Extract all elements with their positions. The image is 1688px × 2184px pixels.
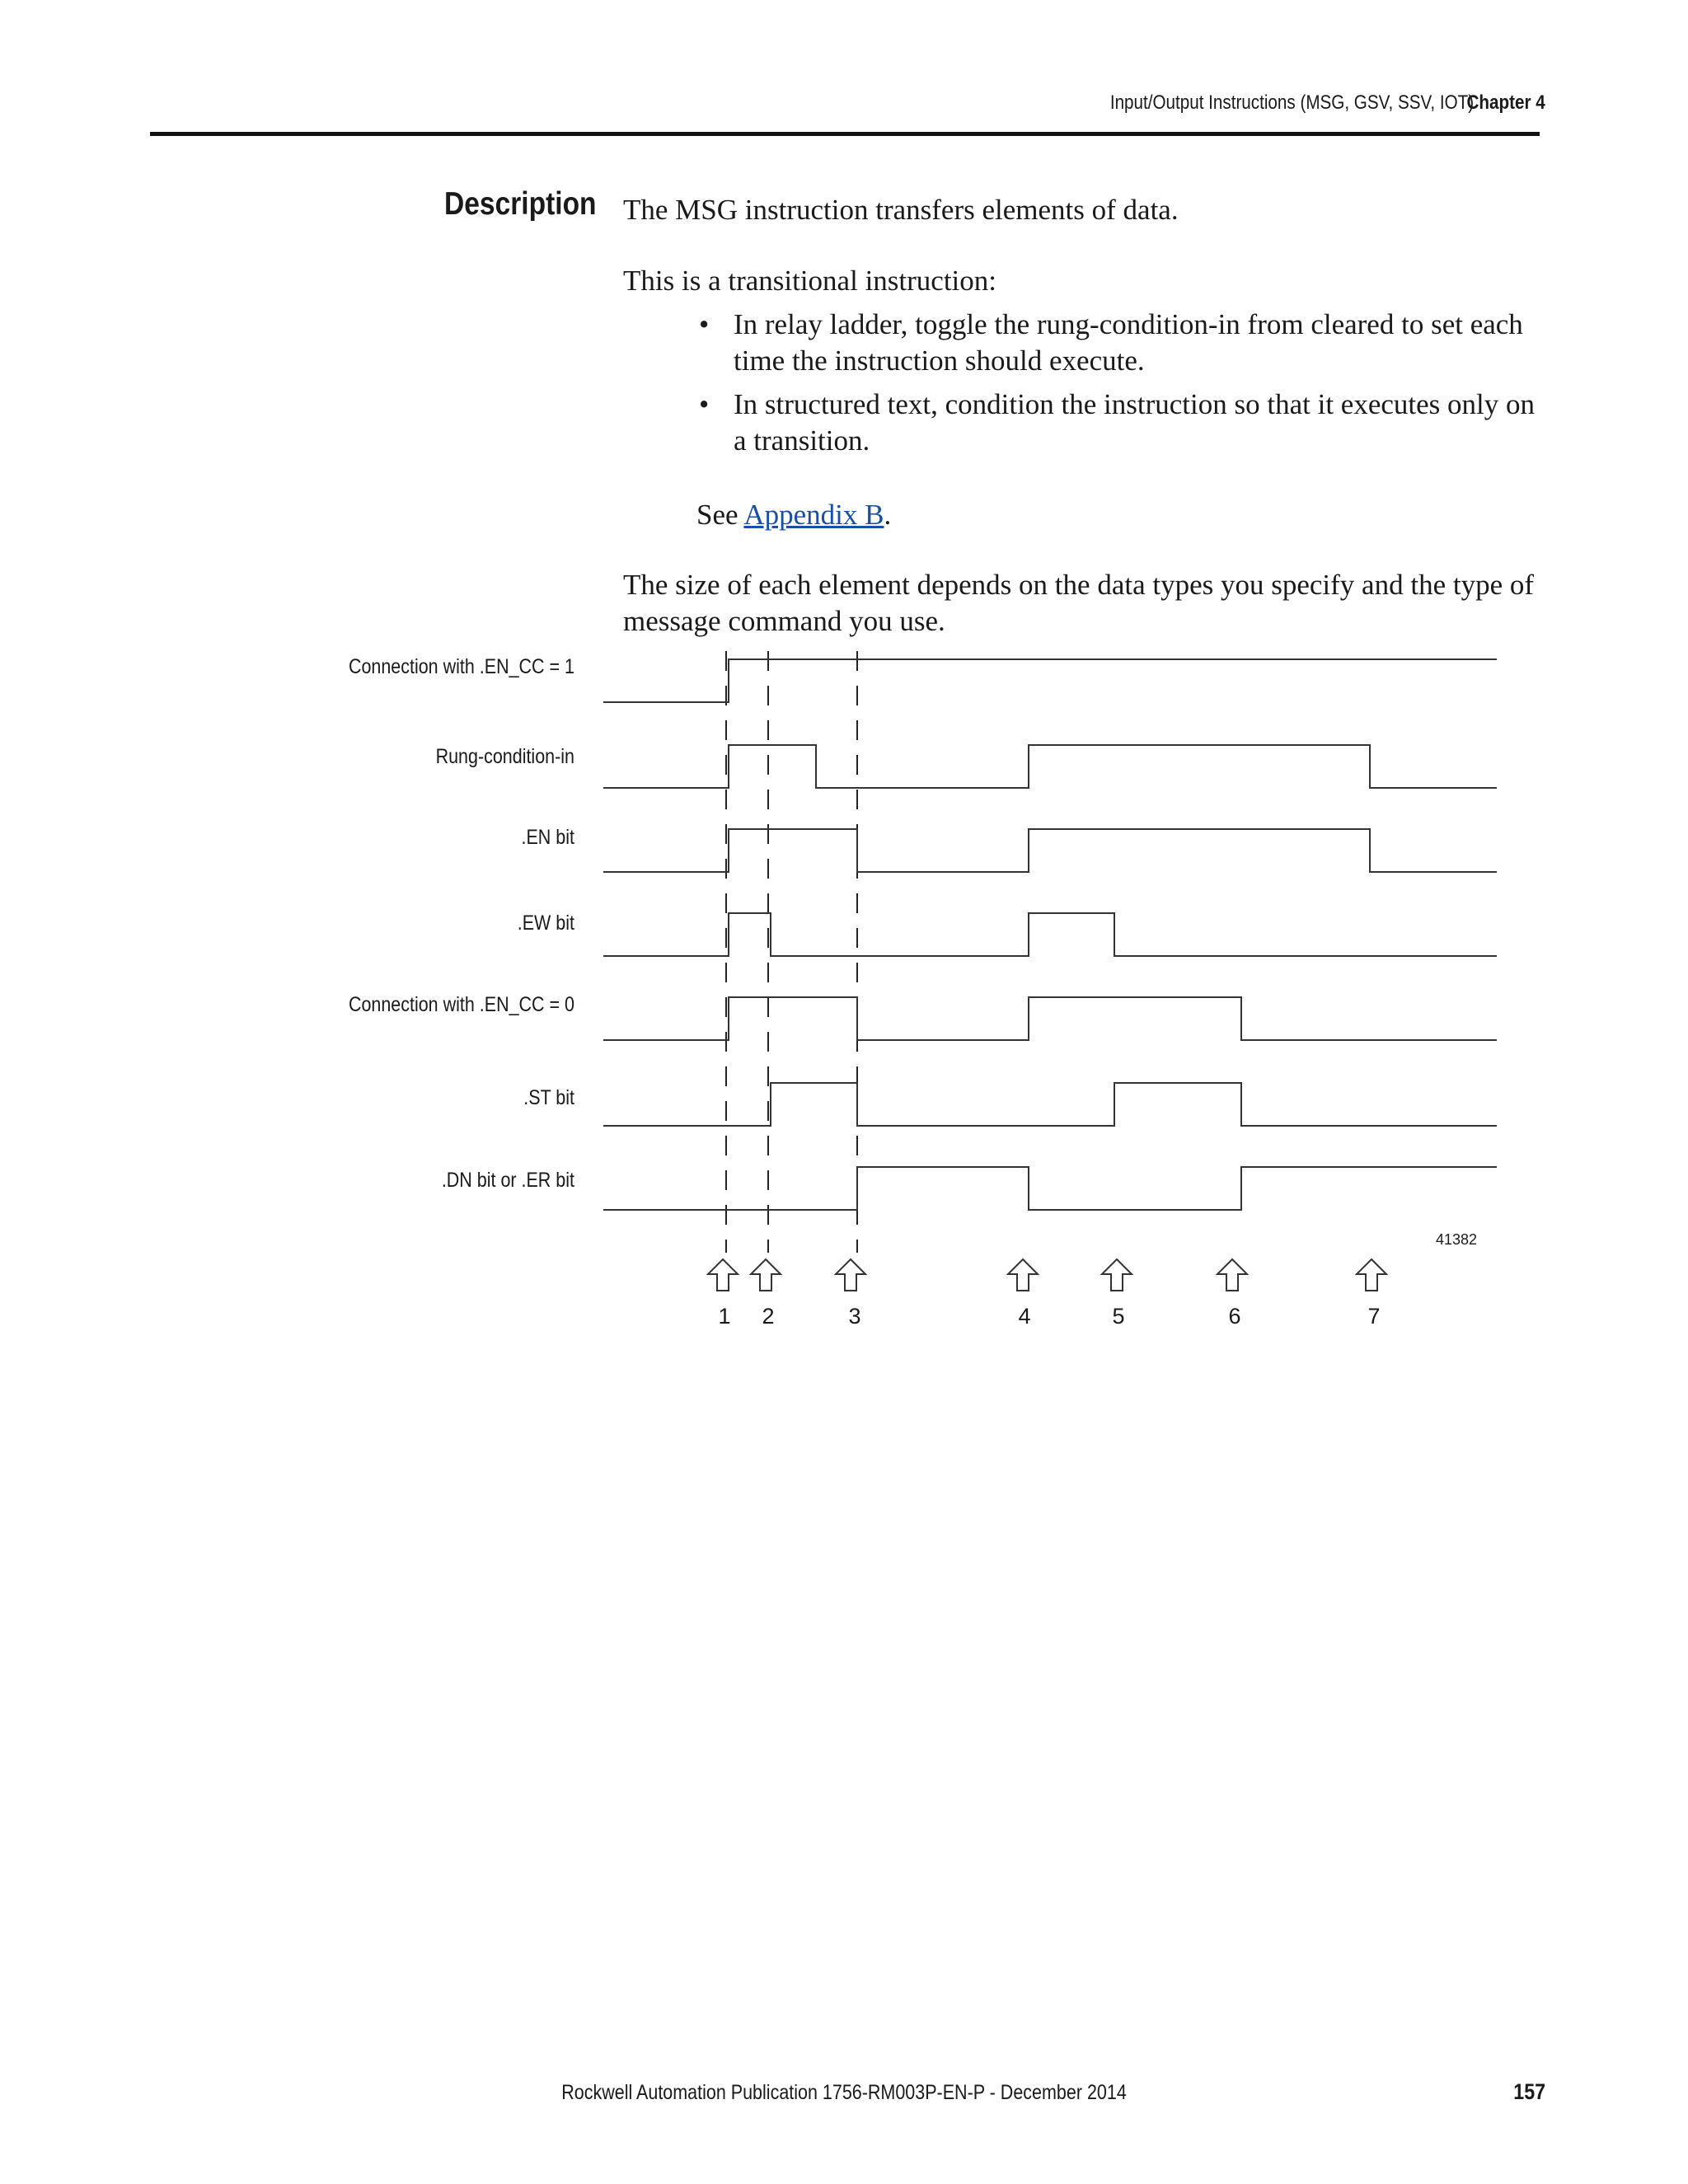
signal-waveform	[603, 745, 1497, 788]
footer-publication: Rockwell Automation Publication 1756-RM003P-EN-P - December 2014	[561, 2081, 1127, 2104]
event-number: 3	[848, 1304, 861, 1329]
bullet-text: In relay ladder, toggle the rung-condition-in from cleared to set each time the instruction should execute.	[734, 308, 1523, 377]
signal-label: Rung-condition-in	[435, 744, 574, 768]
signal-waveform	[603, 659, 1497, 702]
signal-waveform	[603, 829, 1497, 872]
event-number: 1	[718, 1304, 731, 1329]
event-number: 7	[1367, 1304, 1381, 1329]
signal-label: Connection with .EN_CC = 0	[348, 992, 574, 1016]
bullet-icon: •	[699, 388, 710, 420]
size-note-paragraph: The size of each element depends on the data types you specify and the type of message command you use.	[623, 569, 1535, 637]
section-heading: Description	[444, 186, 597, 222]
transitional-paragraph: This is a transitional instruction:	[623, 265, 997, 297]
page-number: 157	[1513, 2079, 1545, 2104]
signal-waveform	[603, 1167, 1497, 1210]
signal-waveform	[603, 913, 1497, 956]
signal-label: .ST bit	[523, 1085, 574, 1109]
up-arrow-icon	[1217, 1259, 1247, 1291]
signal-label: .EW bit	[517, 911, 574, 935]
header-title: Input/Output Instructions (MSG, GSV, SSV, IOT)	[1109, 91, 1474, 114]
signal-waveform	[603, 1083, 1497, 1126]
signal-label: Connection with .EN_CC = 1	[348, 654, 574, 678]
up-arrow-icon	[708, 1259, 738, 1291]
figure-id: 41382	[1436, 1231, 1478, 1248]
bullet-icon: •	[699, 308, 710, 340]
event-number: 5	[1112, 1304, 1125, 1329]
bullet-text: In structured text, condition the instruction so that it executes only on a transition.	[734, 388, 1536, 457]
up-arrow-icon	[836, 1259, 865, 1291]
signal-waveform	[603, 997, 1497, 1040]
up-arrow-icon	[751, 1259, 781, 1291]
intro-paragraph: The MSG instruction transfers elements of data.	[623, 194, 1179, 226]
see-prefix: See	[696, 499, 744, 531]
see-suffix: .	[884, 499, 892, 531]
signal-label: .DN bit or .ER bit	[441, 1168, 574, 1192]
appendix-link[interactable]: Appendix B	[743, 499, 884, 531]
chapter-label: Chapter 4	[1466, 91, 1545, 114]
up-arrow-icon	[1102, 1259, 1132, 1291]
signal-label: .EN bit	[521, 825, 574, 849]
event-number: 2	[762, 1304, 775, 1329]
up-arrow-icon	[1008, 1259, 1038, 1291]
up-arrow-icon	[1357, 1259, 1386, 1291]
event-number: 6	[1228, 1304, 1241, 1329]
event-number: 4	[1018, 1304, 1031, 1329]
